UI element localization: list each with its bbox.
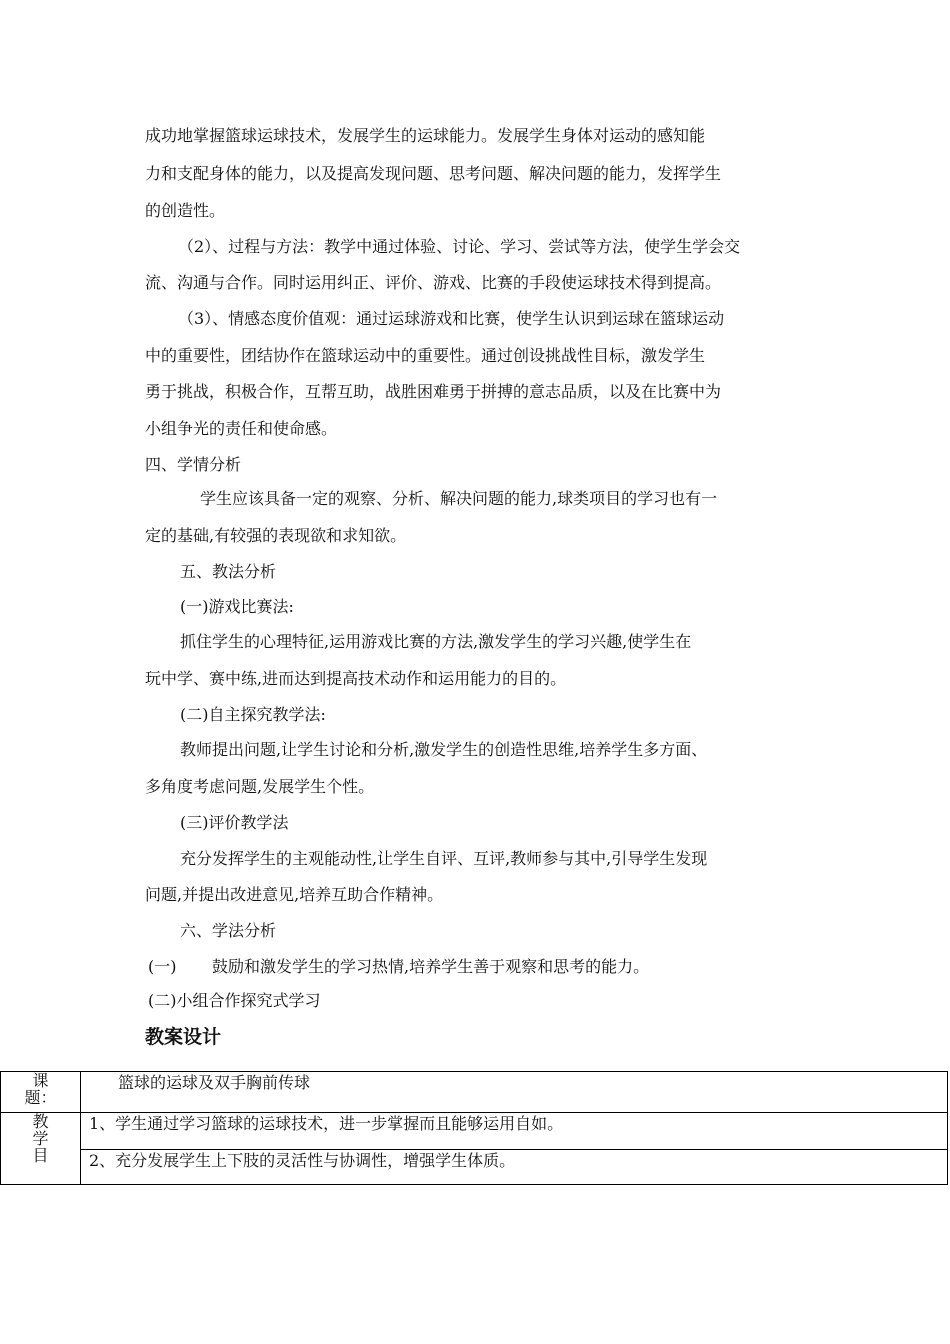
subheading: (二)自主探究教学法: xyxy=(180,705,326,724)
paragraph-line: 问题,并提出改进意见,培养互助合作精神。 xyxy=(145,885,444,904)
paragraph-line: 成功地掌握篮球运球技术，发展学生的运球能力。发展学生身体对运动的感知能 xyxy=(145,126,706,145)
list-item-text: 鼓励和激发学生的学习热情,培养学生善于观察和思考的能力。 xyxy=(212,957,650,976)
goal-label-line: 教 xyxy=(32,1112,49,1131)
paragraph-line: 充分发挥学生的主观能动性,让学生自评、互评,教师参与其中,引导学生发现 xyxy=(180,849,708,868)
goal-label-cell xyxy=(1,1113,81,1185)
paragraph-line: 的创造性。 xyxy=(145,201,226,220)
paragraph-line: 小组争光的责任和使命感。 xyxy=(145,419,338,438)
paragraph-line: 学生应该具备一定的观察、分析、解决问题的能力,球类项目的学习也有一 xyxy=(200,489,718,508)
paragraph-line: 勇于挑战，积极合作，互帮互助，战胜困难勇于拼搏的意志品质，以及在比赛中为 xyxy=(145,382,722,401)
topic-label-line: 题： xyxy=(24,1088,57,1107)
paragraph-line: 定的基础,有较强的表现欲和求知欲。 xyxy=(145,526,407,545)
topic-label-line: 课 xyxy=(32,1071,49,1090)
paragraph-line: 教师提出问题,让学生讨论和分析,激发学生的创造性思维,培养学生多方面、 xyxy=(180,740,708,759)
goal-label-stack xyxy=(31,1113,51,1164)
section-title: 教案设计 xyxy=(145,1026,222,1048)
paragraph-line: 多角度考虑问题,发展学生个性。 xyxy=(145,777,375,796)
paragraph-line: 流、沟通与合作。同时运用纠正、评价、游戏、比赛的手段使运球技术得到提高。 xyxy=(145,273,722,292)
paragraph-line: （2）、过程与方法：教学中通过体验、讨论、学习、尝试等方法，使学生学会交 xyxy=(178,237,741,256)
section-heading-6: 六、学法分析 xyxy=(180,921,277,940)
list-item-text: (二)小组合作探究式学习 xyxy=(148,991,321,1010)
paragraph-line: 玩中学、赛中练,进而达到提高技术动作和运用能力的目的。 xyxy=(145,669,567,688)
table-row xyxy=(1,1150,948,1185)
list-marker: (一) xyxy=(148,957,177,976)
goal-1-cell: 1、学生通过学习篮球的运球技术，进一步掌握而且能够运用自如。 xyxy=(81,1113,948,1150)
paragraph-line: 力和支配身体的能力，以及提高发现问题、思考问题、解决问题的能力，发挥学生 xyxy=(145,164,722,183)
paragraph-line: （3）、情感态度价值观：通过运球游戏和比赛，使学生认识到运球在篮球运动 xyxy=(178,309,725,328)
paragraph-line: 中的重要性，团结协作在篮球运动中的重要性。通过创设挑战性目标，激发学生 xyxy=(145,346,706,365)
goal-2-cell: 2、充分发展学生上下肢的灵活性与协调性，增强学生体质。 xyxy=(81,1150,948,1185)
paragraph-line: 抓住学生的心理特征,运用游戏比赛的方法,激发学生的学习兴趣,使学生在 xyxy=(180,632,692,651)
goal-label-line: 目 xyxy=(32,1146,49,1165)
subheading: (三)评价教学法 xyxy=(180,813,289,832)
lesson-plan-table xyxy=(0,1071,948,1185)
subheading: (一)游戏比赛法: xyxy=(180,597,294,616)
section-heading-4: 四、学情分析 xyxy=(145,455,242,474)
table-row xyxy=(1,1072,948,1113)
table-row xyxy=(1,1113,948,1150)
topic-value-cell: 篮球的运球及双手胸前传球 xyxy=(81,1072,948,1113)
goal-label-line: 学 xyxy=(32,1129,49,1148)
section-heading-5: 五、教法分析 xyxy=(180,562,277,581)
topic-label-cell xyxy=(1,1072,81,1113)
